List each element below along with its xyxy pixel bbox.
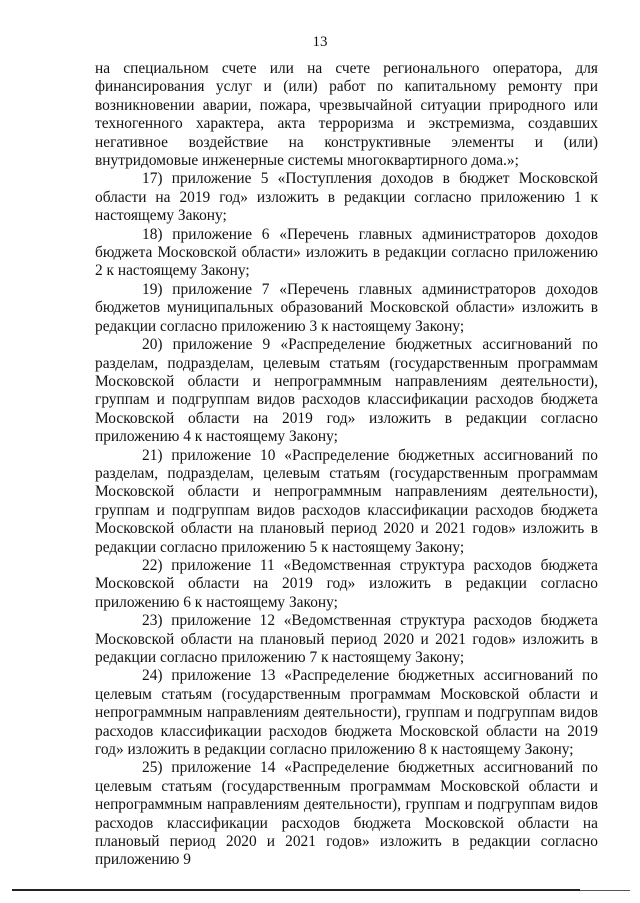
list-item-20: 20) приложение 9 «Распределение бюджетных ассигнований по разделам, подразделам, целевым статьям (государственным программам Московской области и непрограммным направлениям деятельности), группам и подгруппам видов расходов классификации расходов бюджета Московской области на 2019 год» изложить в редакции согласно приложению 4 к настоящему Закону; xyxy=(95,336,598,446)
footer-rule xyxy=(12,889,580,891)
list-item-23: 23) приложение 12 «Ведомственная структура расходов бюджета Московской области на плановый период 2020 и 2021 годов» изложить в редакции согласно приложению 7 к настоящему Закону; xyxy=(95,612,598,666)
list-item-18: 18) приложение 6 «Перечень главных администраторов доходов бюджета Московской области» изложить в редакции согласно приложению 2 к настоящему Закону; xyxy=(95,225,598,280)
list-item-21: 21) приложение 10 «Распределение бюджетных ассигнований по разделам, подразделам, целевым статьям (государственным программам Московской области и непрограммным направлениям деятельности), группам и подгруппам видов расходов классификации расходов бюджета Московской области на плановый период 2020 и 2021 годов» изложить в редакции согласно приложению 5 к настоящему Закону; xyxy=(95,446,598,556)
paragraph-continuation: на специальном счете или на счете регионального оператора, для финансирования услуг и (или) работ по капитальному ремонту при возникновении аварии, пожара, чрезвычайной ситуации природного или техногенного характера, акта терроризма и экстремизма, создавших негативное воздействие на конструктивные элементы и (или) внутридомовые инженерные системы многоквартирного дома.»; xyxy=(95,60,598,170)
list-item-17: 17) приложение 5 «Поступления доходов в бюджет Московской области на 2019 год» изложить в редакции согласно приложению 1 к настоящему Закону; xyxy=(95,170,598,225)
page-number: 13 xyxy=(312,34,328,50)
list-item-25: 25) приложение 14 «Распределение бюджетных ассигнований по целевым статьям (государственным программам Московской области и непрограммным направлениям деятельности), группам и подгруппам видов расходов классификации расходов бюджета Московской области на плановый период 2020 и 2021 годов» изложить в редакции согласно приложению 9 xyxy=(95,759,598,869)
document-body xyxy=(95,60,598,870)
list-item-24: 24) приложение 13 «Распределение бюджетных ассигнований по целевым статьям (государственным программам Московской области и непрограммным направлениям деятельности), группам и подгруппам видов расходов классификации расходов бюджета Московской области на 2019 год» изложить в редакции согласно приложению 8 к настоящему Закону; xyxy=(95,667,598,759)
footer-rule-tail xyxy=(580,890,630,891)
list-item-19: 19) приложение 7 «Перечень главных администраторов доходов бюджетов муниципальных образований Московской области» изложить в редакции согласно приложению 3 к настоящему Закону; xyxy=(95,280,598,335)
list-item-22: 22) приложение 11 «Ведомственная структура расходов бюджета Московской области на 2019 год» изложить в редакции согласно приложению 6 к настоящему Закону; xyxy=(95,556,598,611)
